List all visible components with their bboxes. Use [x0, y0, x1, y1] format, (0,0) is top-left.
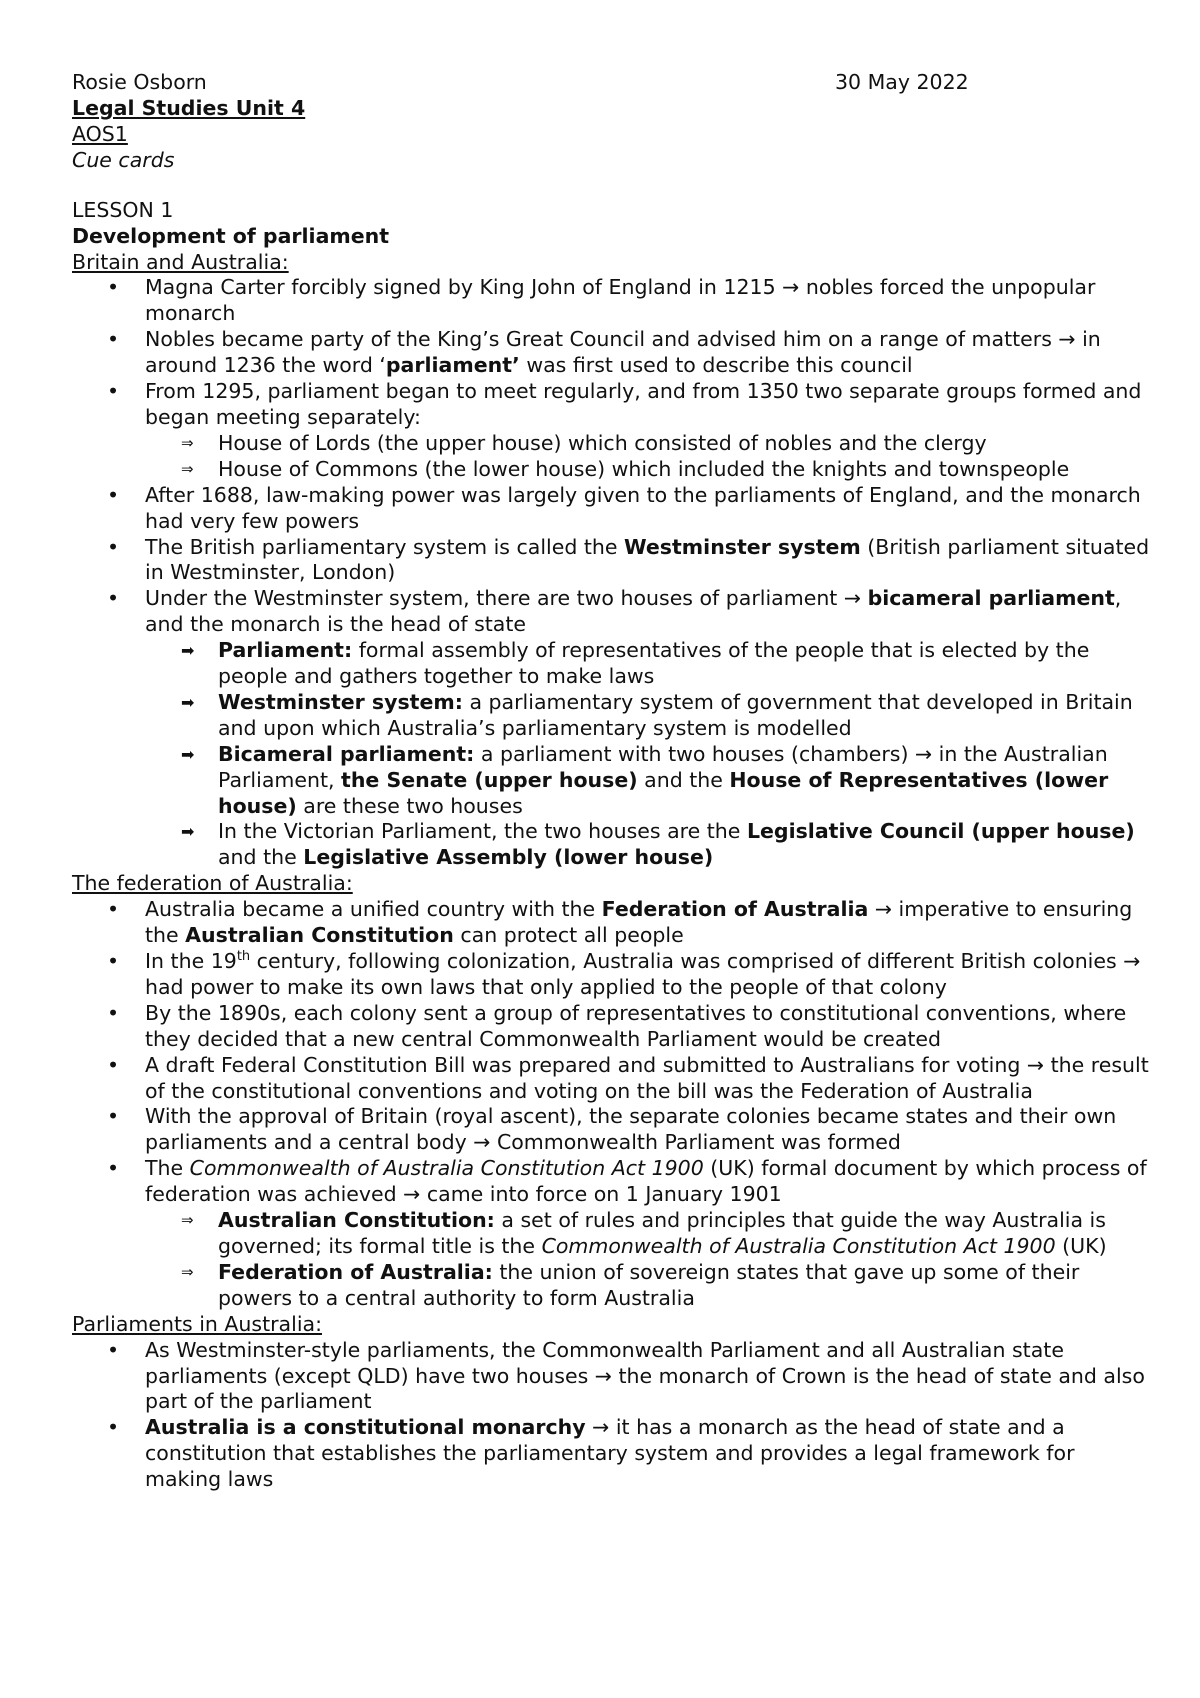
list-item: • In the 19th century, following colonization, Australia was comprised of different British colonies → had power to make its own laws that only applied to the people of that colony — [72, 949, 1152, 1001]
list-item: • Under the Westminster system, there are two houses of parliament → bicameral parliament, and the monarch is the head of state ➡ Parliament: formal assembly of representatives of the people that is elected by the people and gathers together to make laws ➡ Westminster system: a parliamentary system of government that developed in Britain and upon which Australia’s parliamentary system is modelled ➡ Bicameral parliament: a parliament with two houses (chambers) → in the Australian Parliament, the Senate (upper house) and the House of Representatives (lower house) are these two houses ➡ In the Victorian Parliament, the two houses are the Legislative Council (upper house) and the Legislative Assembly (lower house) — [72, 586, 1152, 871]
list-item: • Australia became a unified country with the Federation of Australia → imperative to ensuring the Australian Constitution can protect all people — [72, 897, 1152, 949]
definition-item: ⇒ Australian Constitution: a set of rules and principles that guide the way Australia is governed; its formal title is the Commonwealth of Australia Constitution Act 1900 (UK) — [72, 1208, 1152, 1260]
spacer — [72, 174, 1152, 198]
aos-label: AOS1 — [72, 121, 128, 146]
section-heading-parliaments: Parliaments in Australia: — [72, 1311, 322, 1336]
definition-item: ⇒ Federation of Australia: the union of sovereign states that gave up some of their powers to a central authority to form Australia — [72, 1260, 1152, 1312]
constitution-sublist — [145, 1208, 1152, 1312]
document-subtitle: Cue cards — [72, 147, 175, 172]
definition-item: ➡ Westminster system: a parliamentary system of government that developed in Britain and upon which Australia’s parliamentary system is modelled — [72, 690, 1152, 742]
list-item: • A draft Federal Constitution Bill was prepared and submitted to Australians for voting → the result of the constitutional conventions and voting on the bill was the Federation of Australia — [72, 1053, 1152, 1105]
federation-list — [72, 897, 1152, 1312]
header-row — [72, 70, 1152, 96]
list-item: • The British parliamentary system is called the Westminster system (British parliament situated in Westminster, London) — [72, 535, 1152, 587]
list-item: • Magna Carter forcibly signed by King John of England in 1215 → nobles forced the unpopular monarch — [72, 275, 1152, 327]
list-item: • With the approval of Britain (royal ascent), the separate colonies became states and their own parliaments and a central body → Commonwealth Parliament was formed — [72, 1104, 1152, 1156]
parliaments-list — [72, 1338, 1152, 1493]
sublist-item: ⇒ House of Lords (the upper house) which consisted of nobles and the clergy — [72, 431, 1152, 457]
sublist-item: ⇒ House of Commons (the lower house) which included the knights and townspeople — [72, 457, 1152, 483]
definition-item: ➡ In the Victorian Parliament, the two houses are the Legislative Council (upper house) and the Legislative Assembly (lower house) — [72, 819, 1152, 871]
list-item: • From 1295, parliament began to meet regularly, and from 1350 two separate groups formed and began meeting separately: ⇒ House of Lords (the upper house) which consisted of nobles and the clergy ⇒ House of Commons (the lower house) which included the knights and townspeople — [72, 379, 1152, 483]
section-heading-federation: The federation of Australia: — [72, 871, 353, 896]
author-name: Rosie Osborn — [72, 70, 207, 94]
list-item: • Australia is a constitutional monarchy → it has a monarch as the head of state and a constitution that establishes the parliamentary system and provides a legal framework for making laws — [72, 1415, 1152, 1493]
definition-item: ➡ Parliament: formal assembly of representatives of the people that is elected by the people and gathers together to make laws — [72, 638, 1152, 690]
lesson-label: LESSON 1 — [72, 197, 174, 222]
definitions-sublist — [145, 638, 1152, 871]
list-item: • Nobles became party of the King’s Great Council and advised him on a range of matters → in around 1236 the word ‘parliament’ was first used to describe this council — [72, 327, 1152, 379]
list-item: • By the 1890s, each colony sent a group of representatives to constitutional conventions, where they decided that a new central Commonwealth Parliament would be created — [72, 1001, 1152, 1053]
britain-list — [72, 275, 1152, 871]
list-item: • As Westminster-style parliaments, the Commonwealth Parliament and all Australian state parliaments (except QLD) have two houses → the monarch of Crown is the head of state and also part of the parliament — [72, 1338, 1152, 1416]
houses-sublist — [145, 431, 1152, 483]
document-page — [72, 70, 1152, 1493]
document-date: 30 May 2022 — [835, 70, 969, 94]
list-item: • After 1688, law-making power was largely given to the parliaments of England, and the monarch had very few powers — [72, 483, 1152, 535]
section-heading-britain: Britain and Australia: — [72, 249, 289, 274]
document-title: Legal Studies Unit 4 — [72, 96, 306, 120]
definition-item: ➡ Bicameral parliament: a parliament with two houses (chambers) → in the Australian Parliament, the Senate (upper house) and the House of Representatives (lower house) are these two houses — [72, 742, 1152, 820]
list-item: • The Commonwealth of Australia Constitution Act 1900 (UK) formal document by which process of federation was achieved → came into force on 1 January 1901 ⇒ Australian Constitution: a set of rules and principles that guide the way Australia is governed; its formal title is the Commonwealth of Australia Constitution Act 1900 (UK) ⇒ Federation of Australia: the union of sovereign states that gave up some of their powers to a central authority to form Australia — [72, 1156, 1152, 1311]
lesson-title: Development of parliament — [72, 223, 390, 248]
